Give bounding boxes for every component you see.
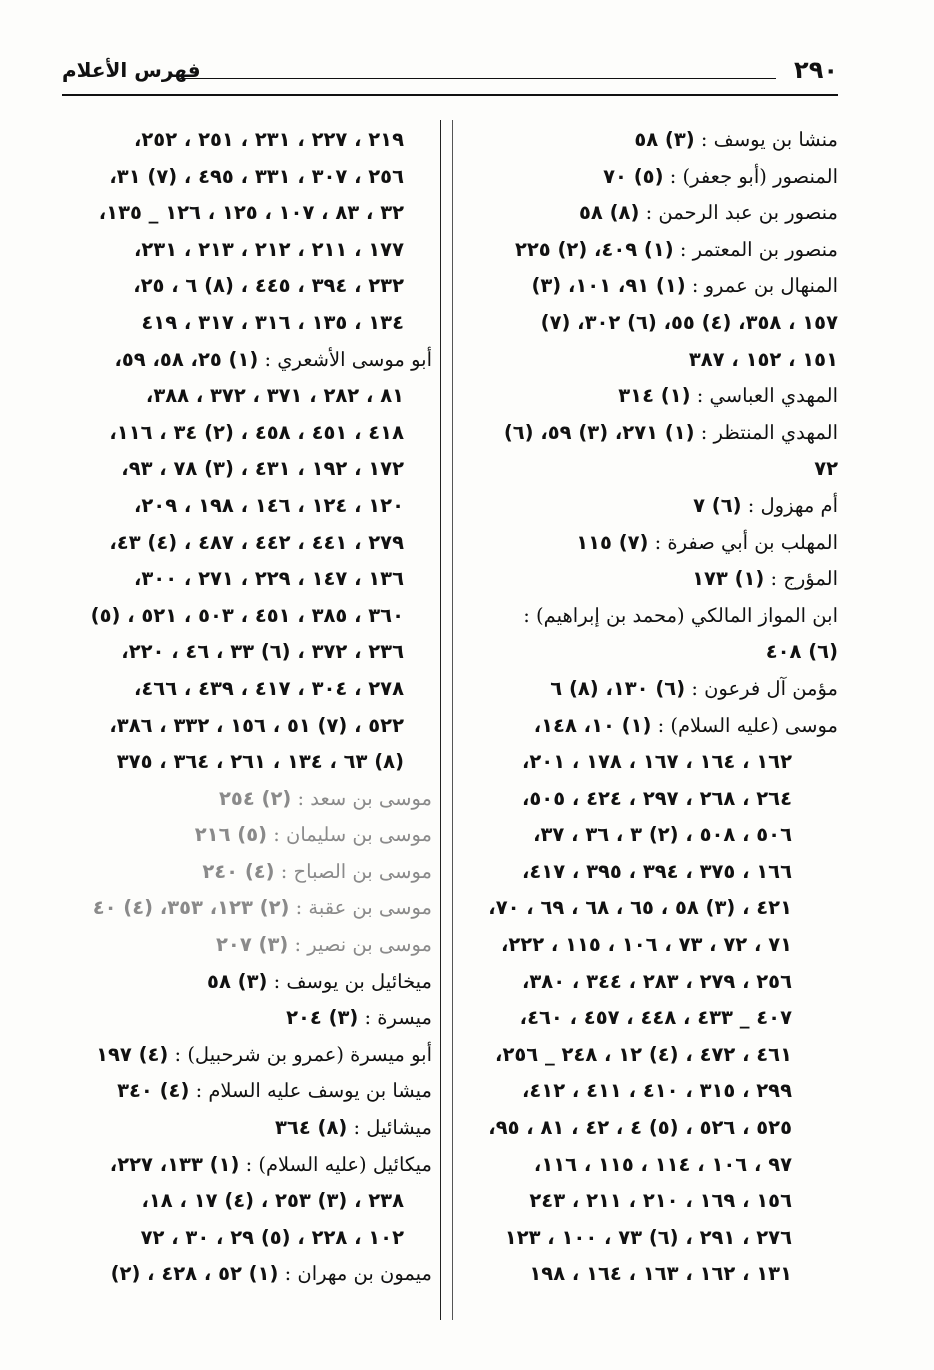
entry-references: ١٣٦ ، ١٤٧ ، ٢٢٩ ، ٢٧١ ، ٣٠٠، [133,567,404,591]
index-entry [62,488,432,525]
entry-name: ميشا بن يوسف عليه السلام : [195,1079,432,1103]
index-entry [62,634,432,671]
index-entry [62,451,432,488]
index-entry [470,488,838,525]
index-entry [62,671,432,708]
index-entry [470,781,838,818]
entry-references: ٢٣٢ ، ٣٩٤ ، ٤٤٥ ، (٨) ٦ ، ٢٥، [133,274,404,298]
index-entry [470,122,838,159]
index-entry [62,159,432,196]
index-entry [470,1000,838,1037]
index-entry [470,817,838,854]
entry-references: ٢٥٦ ، ٣٠٧ ، ٣٣١ ، ٤٩٥ ، (٧) ٣١، [109,164,404,188]
index-entry [62,1220,432,1257]
index-entry [62,1000,432,1037]
entry-references: (١) ٢٥، ٥٨، ٥٩، [114,347,259,371]
index-entry [62,415,432,452]
index-entry [470,195,838,232]
entry-name: أم مهزول : [747,493,838,517]
entry-references: (٣) ٥٨ [634,128,695,151]
index-entry [470,708,838,745]
index-column-right [470,122,838,1293]
entry-references: (٦) ١٣٠، (٨) ٦ [550,676,686,700]
entry-references: ٢٧٨ ، ٣٠٤ ، ٤١٧ ، ٤٣٩ ، ٤٦٦، [133,676,404,700]
index-entry [470,634,838,671]
index-column-left [62,122,432,1293]
header-rule [62,94,838,96]
entry-name: موسى بن عقبة : [295,896,432,920]
index-entry [62,964,432,1001]
index-entry [470,1037,838,1074]
entry-name: المهدي العباسي : [696,384,838,408]
column-divider-inner [452,120,453,1320]
index-entry [62,232,432,269]
index-entry [62,525,432,562]
entry-references: (٣) ٢٠٧ [216,933,289,957]
index-entry [470,561,838,598]
entry-references: ٤٢١ ، (٣) ٥٨ ، ٦٥ ، ٦٨ ، ٦٩ ، ٧٠، [488,896,792,920]
index-entry [470,964,838,1001]
index-entry [470,598,838,635]
index-entry [470,378,838,415]
entry-name: منصور بن المعتمر : [679,237,838,261]
index-entry [62,268,432,305]
entry-references: ٩٧ ، ١٠٦ ، ١١٤ ، ١١٥ ، ١١٦، [533,1152,792,1176]
index-entry [470,1256,838,1293]
index-entry [62,1073,432,1110]
entry-name: ابن المواز المالكي (محمد بن إبراهيم) : [523,603,838,627]
entry-references: ٤٦١ ، ٤٧٢ ، (٤) ١٢ ، ٢٤٨ _ ٢٥٦، [495,1042,792,1066]
entry-references: ٣٢ ، ٨٣ ، ١٠٧ ، ١٢٥ ، ١٢٦ _ ١٣٥، [98,201,404,225]
entry-references: ٣٦٠ ، ٣٨٥ ، ٤٥١ ، ٥٠٣ ، ٥٢١ ، (٥) [90,603,404,627]
entry-references: ٢٣٦ ، ٣٧٢ ، (٦) ٣٣ ، ٤٦ ، ٢٢٠، [121,640,404,664]
index-entry [470,1110,838,1147]
entry-references: ١٣١ ، ١٦٢ ، ١٦٣ ، ١٦٤ ، ١٩٨ [529,1262,792,1286]
entry-references: ١٦٢ ، ١٦٤ ، ١٦٧ ، ١٧٨ ، ٢٠١، [521,750,792,774]
entry-references: ٧٢ [814,457,838,481]
entry-references: ١٠٢ ، ٢٢٨ ، (٥) ٢٩ ، ٣٠ ، ٧٢ [140,1225,404,1249]
entry-references: ٢٣٨ ، (٣) ٢٥٣ ، (٤) ١٧ ، ١٨، [141,1189,404,1213]
entry-references: (٥) ٧٠ [603,164,664,188]
entry-name: موسى بن الصباح : [280,859,432,883]
entry-references: (١) ٤٠٩، (٢) ٢٢٥ [514,237,674,261]
entry-references: ٢١٩ ، ٢٢٧ ، ٢٣١ ، ٢٥١ ، ٢٥٢، [133,128,404,151]
entry-references: ٥٢٥ ، ٥٢٦ ، (٥) ٤ ، ٤٢ ، ٨١ ، ٩٥، [488,1116,792,1140]
entry-name: ميكائيل (عليه السلام) : [245,1152,432,1176]
entry-name: ميشائيل : [353,1116,432,1140]
index-entry [62,305,432,342]
index-entry [62,1147,432,1184]
running-title: فهرس الأعلام [62,58,201,82]
index-entry [470,159,838,196]
entry-references: (٧) ١١٥ [576,530,649,554]
entry-name: المنصور (أبو جعفر) : [669,164,838,188]
entry-references: ٨١ ، ٢٨٢ ، ٣٧١ ، ٣٧٢ ، ٣٨٨، [145,384,404,408]
index-entry [62,561,432,598]
entry-references: (٣) ٥٨ [207,969,268,993]
index-entry [470,451,838,488]
entry-references: (٢) ٢٥٤ [219,786,292,810]
index-entry [62,378,432,415]
index-entry [470,415,838,452]
entry-references: ١٦٦ ، ٣٧٥ ، ٣٩٤ ، ٣٩٥ ، ٤١٧، [521,859,792,883]
entry-name: ميمون بن مهران : [284,1262,432,1286]
index-entry [470,744,838,781]
index-entry [62,1256,432,1293]
index-entry [470,1183,838,1220]
index-entry [470,1220,838,1257]
entry-name: أبو ميسرة (عمرو بن شرحبيل) : [174,1042,432,1066]
entry-references: ٤٠٧ _ ٤٣٣ ، ٤٤٨ ، ٤٥٧ ، ٤٦٠، [519,1006,792,1030]
index-entry [62,708,432,745]
entry-references: ١٧٢ ، ١٩٢ ، ٤٣١ ، (٣) ٧٨ ، ٩٣، [121,457,404,481]
index-entry [470,305,838,342]
entry-name: ميسرة : [364,1006,432,1030]
index-entry [62,927,432,964]
entry-references: ٧١ ، ٧٢ ، ٧٣ ، ١٠٦ ، ١١٥ ، ٢٢٢، [500,933,792,957]
entry-references: ٥٠٦ ، ٥٠٨ ، (٢) ٣ ، ٣٦ ، ٣٧، [533,823,792,847]
entry-name: المهدي المنتظر : [700,420,838,444]
index-entry [62,1037,432,1074]
index-entry [62,890,432,927]
entry-references: (١) ٩١، ١٠١، (٣) [531,274,686,298]
entry-name: مؤمن آل فرعون : [691,676,838,700]
index-entry [470,890,838,927]
entry-name: موسى بن سليمان : [273,823,432,847]
index-entry [62,122,432,159]
header-dash-line [180,78,776,79]
index-entry [470,927,838,964]
index-entry [470,854,838,891]
entry-name: منصور بن عبد الرحمن : [645,201,838,225]
entry-references: (١) ١٠، ١٤٨، [533,713,652,737]
entry-name: موسى (عليه السلام) : [657,713,838,737]
index-entry [470,268,838,305]
index-entry [470,525,838,562]
index-entry [62,781,432,818]
index-entry [470,1073,838,1110]
entry-references: (٤) ١٩٧ [96,1042,169,1066]
entry-references: ٢٧٩ ، ٤٤١ ، ٤٤٢ ، ٤٨٧ ، (٤) ٤٣، [109,530,404,554]
index-entry [62,1183,432,1220]
entry-name: منشا بن يوسف : [700,128,838,151]
entry-references: ٢٩٩ ، ٣١٥ ، ٤١٠ ، ٤١١ ، ٤١٢، [521,1079,792,1103]
entry-name: المؤرج : [770,567,838,591]
entry-references: ٢٥٦ ، ٢٧٩ ، ٢٨٣ ، ٣٤٤ ، ٣٨٠، [521,969,792,993]
page-header [62,52,838,96]
entry-references: (١) ١٧٣ [692,567,765,591]
index-entry [62,744,432,781]
entry-references: (١) ٥٢ ، ٤٢٨ ، (٢) [110,1262,279,1286]
index-entry [470,1147,838,1184]
index-entry [62,817,432,854]
entry-references: (٤) ٣٤٠ [117,1079,190,1103]
entry-references: (٢) ١٢٣، ٣٥٣، (٤) ٤٠ [92,896,290,920]
entry-references: (٥) ٢١٦ [194,823,268,847]
index-entry [62,598,432,635]
entry-references: ٢٦٤ ، ٢٦٨ ، ٢٩٧ ، ٤٢٤ ، ٥٠٥، [521,786,792,810]
index-entry [470,671,838,708]
index-entry [470,342,838,379]
entry-references: ١٥٧ ، ٣٥٨، (٤) ٥٥، (٦) ٣٠٢، (٧) [540,310,838,334]
index-entry [62,854,432,891]
index-entry [62,342,432,379]
entry-references: (٣) ٢٠٤ [286,1006,359,1030]
entry-name: المنهال بن عمرو : [691,274,838,298]
entry-references: ١٢٠ ، ١٢٤ ، ١٤٦ ، ١٩٨ ، ٢٠٩، [133,493,404,517]
page-number: ٢٩٠ [794,56,838,84]
entry-references: (٨) ٦٣ ، ١٣٤ ، ٢٦١ ، ٣٦٤ ، ٣٧٥ [116,750,404,774]
entry-references: ٥٢٢ ، (٧) ٥١ ، ١٥٦ ، ٣٣٢ ، ٣٨٦، [109,713,404,737]
entry-references: ١٧٧ ، ٢١١ ، ٢١٢ ، ٢١٣ ، ٢٣١، [133,237,404,261]
entry-references: (٨) ٣٦٤ [275,1116,348,1140]
entry-name: ميخائيل بن يوسف : [273,969,432,993]
entry-references: ١٥٦ ، ١٦٩ ، ٢١٠ ، ٢١١ ، ٢٤٣ [529,1189,792,1213]
column-divider [440,120,441,1320]
entry-references: ١٥١ ، ١٥٢ ، ٣٨٧ [688,347,838,371]
entry-name: موسى بن نصير : [294,933,432,957]
entry-name: المهلب بن أبي صفرة : [654,530,838,554]
index-entry [62,195,432,232]
entry-references: ٢٧٦ ، ٢٩١ ، (٦) ٧٣ ، ١٠٠ ، ١٢٣ [504,1225,792,1249]
entry-references: (٦) ٤٠٨ [765,640,838,664]
entry-references: (١) ٣١٤ [618,384,691,408]
entry-name: أبو موسى الأشعري : [264,347,432,371]
index-entry [62,1110,432,1147]
entry-references: ١٣٤ ، ١٣٥ ، ٣١٦ ، ٣١٧ ، ٤١٩ [141,310,404,334]
entry-references: (١) ١٣٣، ٢٢٧، [109,1152,240,1176]
entry-references: (٦) ٧ [693,493,742,517]
entry-references: (١) ٢٧١، (٣) ٥٩، (٦) [503,420,695,444]
entry-references: ٤١٨ ، ٤٥١ ، ٤٥٨ ، (٢) ٣٤ ، ١١٦، [109,420,404,444]
index-entry [470,232,838,269]
entry-name: موسى بن سعد : [297,786,432,810]
entry-references: (٤) ٢٤٠ [202,859,275,883]
entry-references: (٨) ٥٨ [579,201,640,225]
